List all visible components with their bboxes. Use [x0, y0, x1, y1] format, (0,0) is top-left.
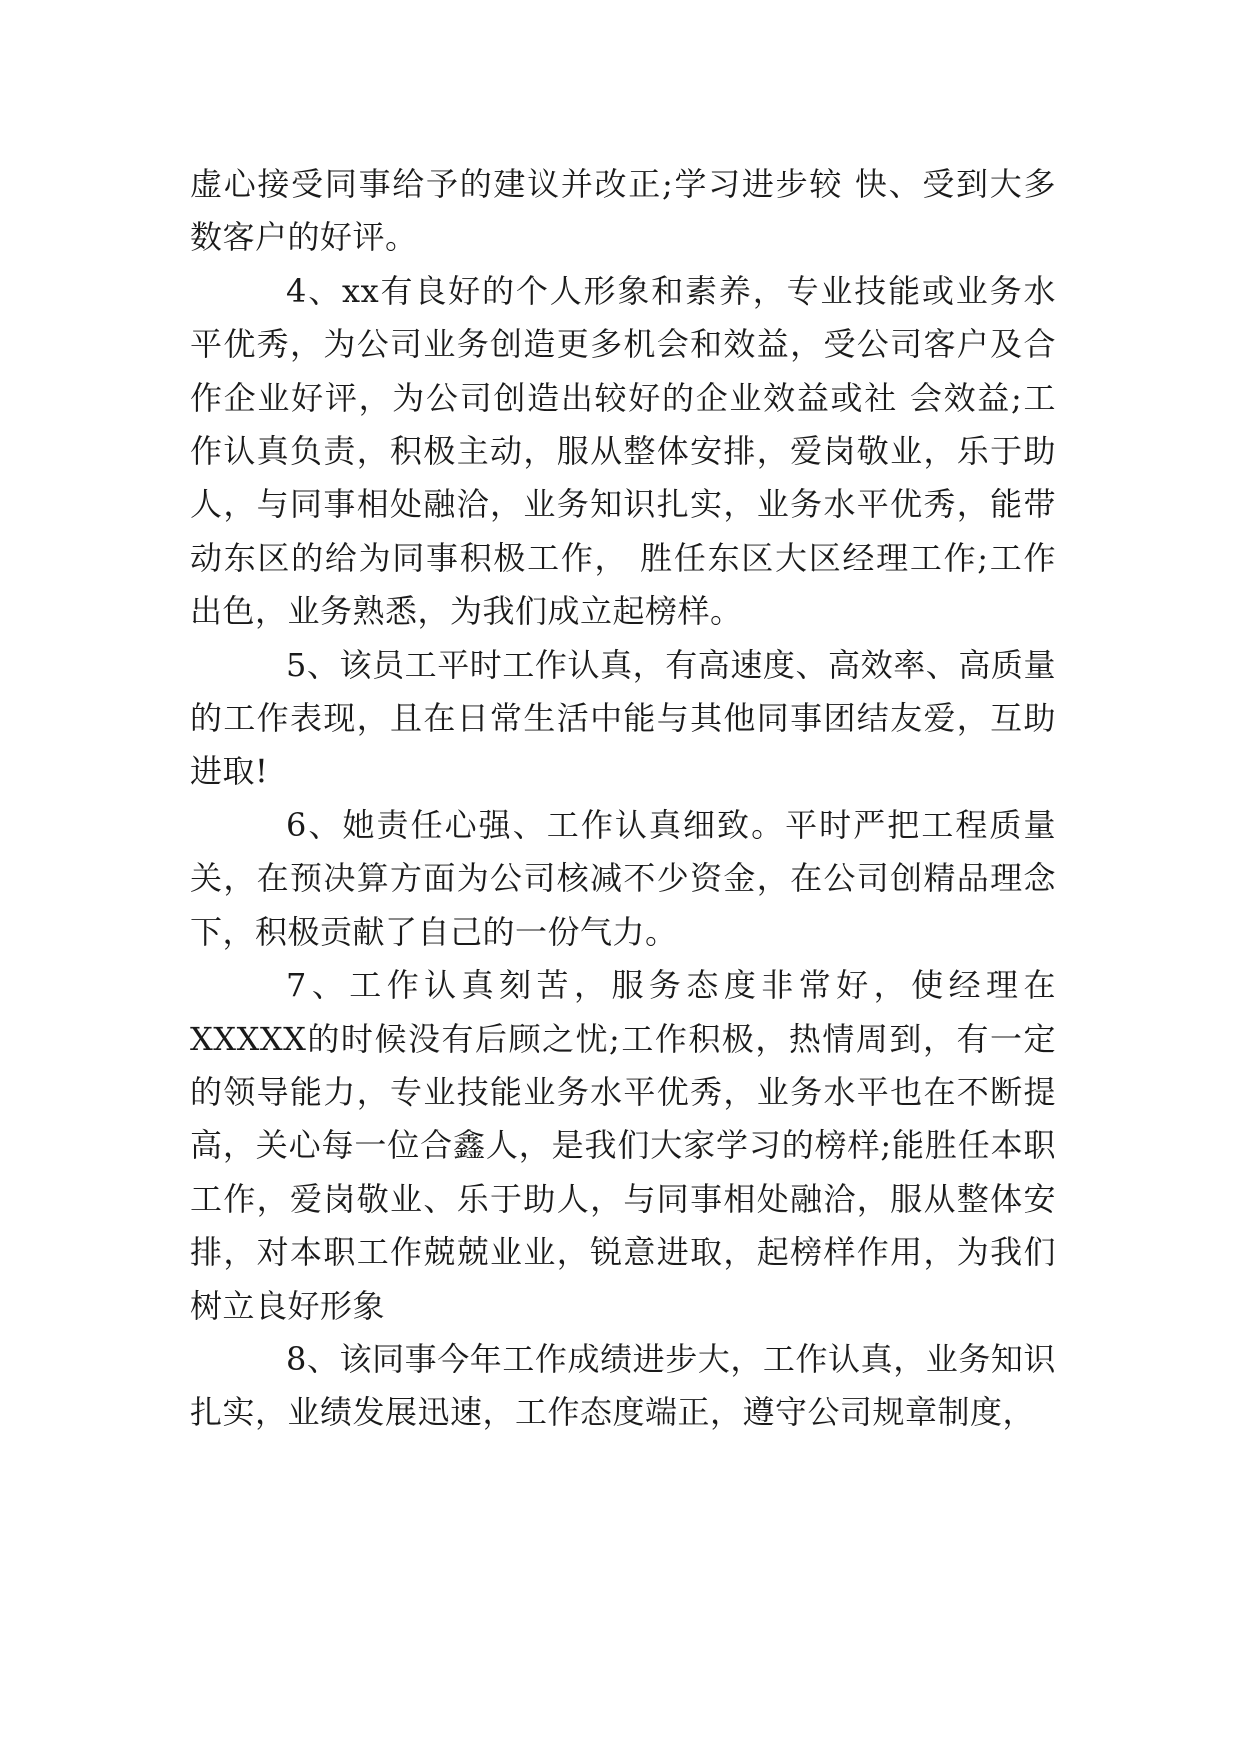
document-body [190, 158, 1056, 1440]
paragraph-item-4: 4、xx有良好的个人形象和素养，专业技能或业务水平优秀，为公司业务创造更多机会和效益，受公司客户及合作企业好评，为公司创造出较好的企业效益或社 会效益;工作认真负责，积极主动，服从整体安排，爱岗敬业，乐于助人，与同事相处融洽，业务知识扎实，业务水平优秀，能带动东区的给为同事积极工作， 胜任东区大区经理工作;工作出色，业务熟悉，为我们成立起榜样。 [190, 271, 1056, 631]
paragraph-item-6: 6、她责任心强、工作认真细致。平时严把工程质量关，在预决算方面为公司核减不少资金，在公司创精品理念下，积极贡献了自己的一份气力。 [190, 805, 1056, 951]
paragraph-item-7: 7、工作认真刻苦，服务态度非常好，使经理在XXXXX的时候没有后顾之忧;工作积极，热情周到，有一定的领导能力，专业技能业务水平优秀，业务水平也在不断提高，关心每一位合鑫人，是我们大家学习的榜样;能胜任本职工作，爱岗敬业、乐于助人，与同事相处融洽，服从整体安排，对本职工作兢兢业业，锐意进取，起榜样作用，为我们树立良好形象 [190, 966, 1056, 1325]
paragraph-item-8: 8、该同事今年工作成绩进步大，工作认真，业务知识扎实，业绩发展迅速，工作态度端正，遵守公司规章制度， [190, 1339, 1056, 1432]
paragraph-continuation: 虚心接受同事给予的建议并改正;学习进步较 快、受到大多数客户的好评。 [190, 165, 1056, 257]
paragraph-item-5: 5、该员工平时工作认真，有高速度、高效率、高质量的工作表现，且在日常生活中能与其他同事团结友爱，互助进取! [190, 645, 1056, 791]
